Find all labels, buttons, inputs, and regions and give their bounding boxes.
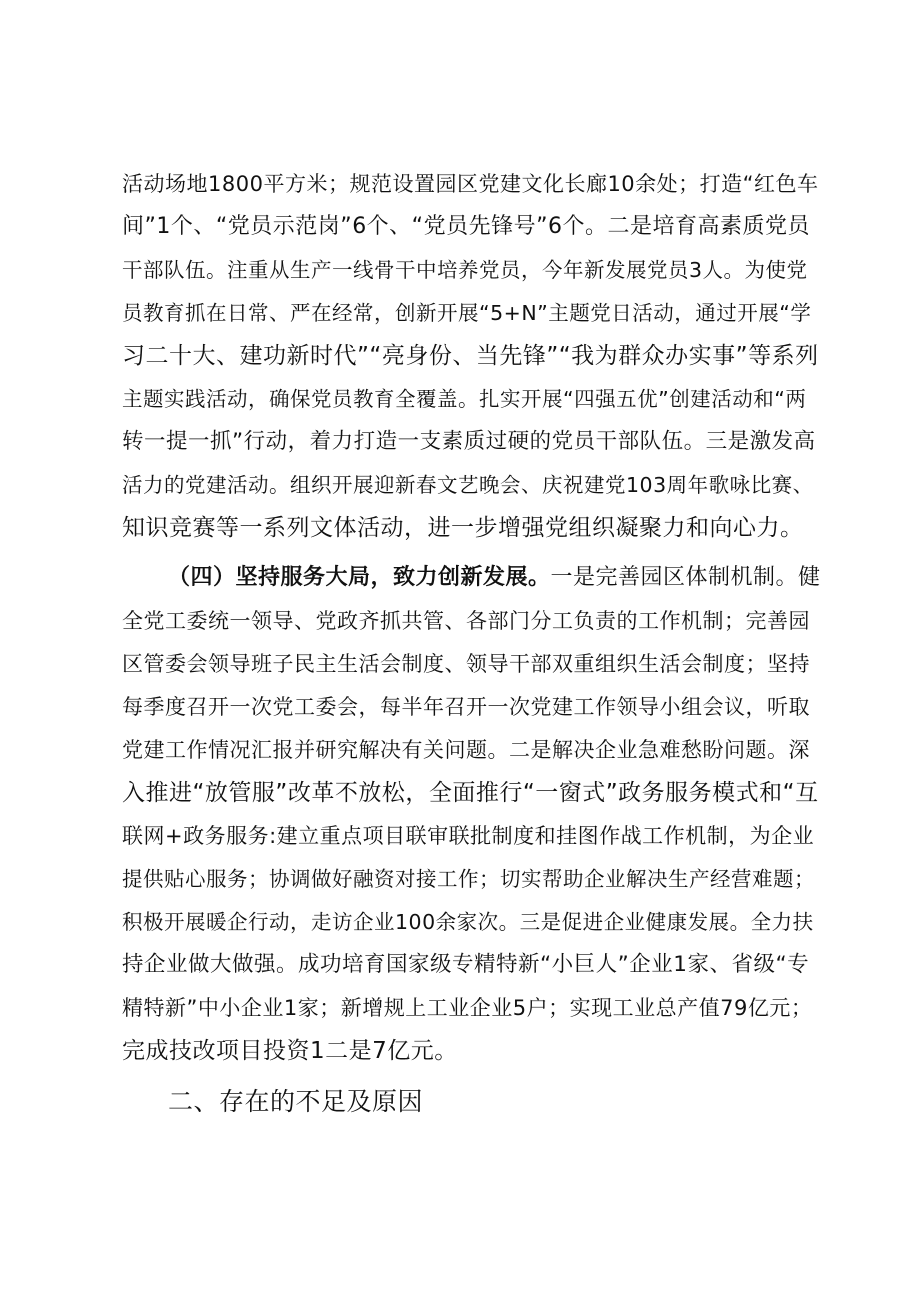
paragraph-line: 完成技改项目投资1二是7亿元。: [122, 1038, 458, 1064]
lead-text: 一是完善园区体制机制。健: [550, 565, 821, 590]
paragraph-line: 活动场地1800平方米；规范设置园区党建文化长廊10余处；打造“红色车: [122, 172, 819, 196]
section-heading: 二、存在的不足及原因: [168, 1087, 424, 1116]
paragraph-line: 转一提一抓”行动，着力打造一支素质过硬的党员干部队伍。三是激发高: [122, 429, 816, 454]
paragraph-line: 党建工作情况汇报并研究解决有关问题。二是解决企业急难愁盼问题。深: [122, 738, 810, 762]
paragraph-line: 入推进“放管服”改革不放松，全面推行“一窗式”政务服务模式和“互: [122, 780, 819, 806]
paragraph-line: 持企业做大做强。成功培育国家级专精特新“小巨人”企业1家、省级“专: [122, 952, 810, 977]
section-subheading: （四）坚持服务大局，致力创新发展。: [168, 565, 551, 590]
paragraph-line: 知识竞赛等一系列文体活动，进一步增强党组织凝聚力和向心力。: [122, 515, 804, 541]
paragraph-line: 全党工委统一领导、党政齐抓共管、各部门分工负责的工作机制；完善园: [122, 609, 810, 633]
paragraph-line: 间”1个、“党员示范岗”6个、“党员先锋号”6个。二是培育高素质党员: [122, 214, 810, 239]
paragraph-line: 积极开展暖企行动，走访企业100余家次。三是促进企业健康发展。全力扶: [122, 910, 814, 934]
paragraph-line: 主题实践活动，确保党员教育全覆盖。扎实开展“四强五优”创建活动和“两: [122, 387, 807, 411]
paragraph-lead-line: [168, 560, 822, 596]
paragraph-line: 提供贴心服务；协调做好融资对接工作；切实帮助企业解决生产经营难题；: [122, 867, 815, 891]
paragraph-line: 习二十大、建功新时代”“亮身份、当先锋”“我为群众办实事”等系列: [122, 343, 819, 369]
paragraph-line: 联网+政务服务:建立重点项目联审联批制度和挂图作战工作机制，为企业: [122, 824, 815, 848]
paragraph-line: 活力的党建活动。组织开展迎新春文艺晚会、庆祝建党103周年歌咏比赛、: [122, 473, 814, 497]
paragraph-line: 精特新”中小企业1家；新增规上工业企业5户；实现工业总产值79亿元；: [122, 996, 813, 1020]
paragraph-line: 员教育抓在日常、严在经常，创新开展“5+N”主题党日活动，通过开展“学: [122, 301, 812, 325]
paragraph-line: 每季度召开一次党工委会，每半年召开一次党建工作领导小组会议，听取: [122, 695, 810, 719]
paragraph-line: 干部队伍。注重从生产一线骨干中培养党员，今年新发展党员3人。为使党: [122, 258, 808, 282]
paragraph-line: 区管委会领导班子民主生活会制度、领导干部双重组织生活会制度；坚持: [122, 652, 810, 676]
